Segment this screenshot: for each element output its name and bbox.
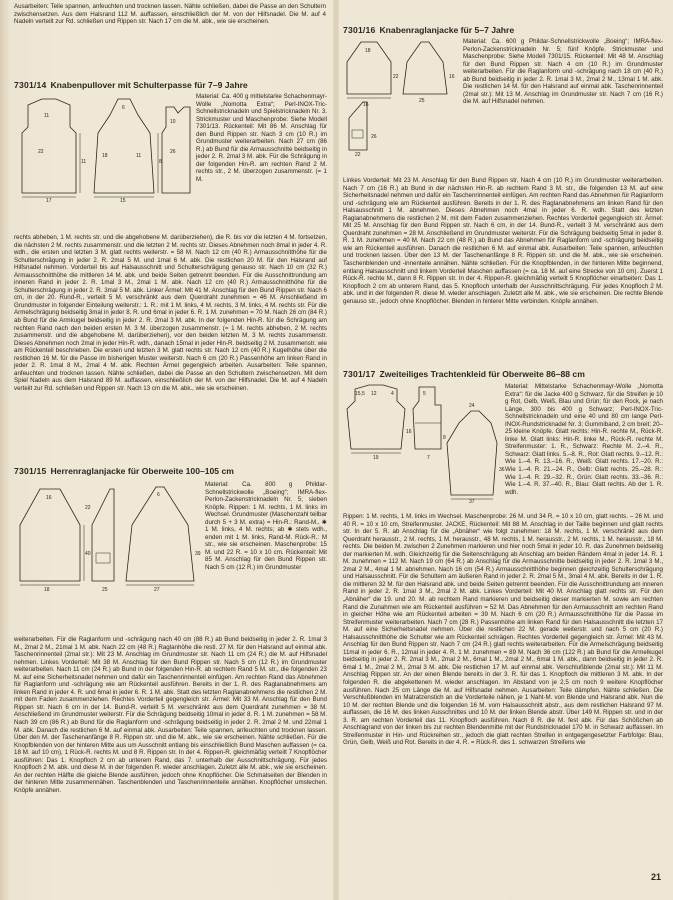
front-piece-outline <box>92 489 114 581</box>
sleeve-outline <box>447 411 497 499</box>
sketch-label: 10 <box>170 119 176 125</box>
sketch-label: 6 <box>157 492 160 498</box>
sketch-label: 26 <box>170 149 176 155</box>
sketch-label: 18 <box>102 153 108 159</box>
pattern-diagram-7301-17 <box>343 383 505 505</box>
sketch-label: 8 <box>443 435 446 441</box>
sketch-label: 8 <box>159 159 162 165</box>
sketch-label: 5 <box>423 391 426 397</box>
page-number: 21 <box>650 872 661 882</box>
sketch-label: 27 <box>154 587 160 593</box>
sketch-label: 15,5 <box>355 391 365 397</box>
back-piece-outline <box>22 99 80 197</box>
section-7301-16-material: Material: Ca. 600 g Phildar-Schnellstrickwolle „Boeing“; IMRA-flex-Perlon-Zackenstricknadeln Nr. 5; fünf Knöpfe. Strickmuster und Maschenprobe: Siehe Modell 7301/15. Rückenteil: Mit 48 M. Anschlag für den Bund Rippen str. Nach 4 cm (10 R.) im Grundmuster weiterarbeiten. Für die Raglanform und -schrägung nach 18 cm (40 R.) ab Bund beidseitig in jeder 2. R. 1mal 3 M., 2mal 2 M., 13mal 1 M. abk. Die restlichen 14 M. für den Halsrand auf einmal abk. Taschenrinnenteil (2mal str.): Mit 13 M. Anschlag im Grundmuster str. Nach 7 cm (16 R.) die M. auf Hilfsnadel nehmen. <box>463 38 663 106</box>
sketch-label: 7 <box>427 455 430 461</box>
section-7301-15-material: Material: Ca. 800 g Phildar-Schnellstrickwolle „Boeing“; IMRA-flex-Perlon-Zackenstricknadeln Nr. 5; sieben Knöpfe. Rippen: 1 M. rechts, 1 M. links im Wechsel. Grundmuster (Maschenzahl teilbar durch 5 + 3 M. extra) = Hin-R.: Rand-M., ✱ 1 M. links, 4 M. rechts; ab ✱ stets wdh., enden mit 1 M. links, Rand-M. Rück-R.: M str., wie sie erscheinen. Maschenprobe: 15 M. und 22 R. = 10 x 10 cm. Rückenteil: Mit 85 M. Anschlag für den Bund Rippen str. Nach 5 cm (12 R.) im Grundmuster <box>205 481 327 572</box>
sketch-label: 18 <box>44 587 50 593</box>
sketch-label: 18 <box>365 48 371 54</box>
sketch-label: 25 <box>419 98 425 104</box>
section-title: Zweiteiliges Trachtenkleid für Oberweite 86–88 cm <box>379 369 585 379</box>
back-piece-outline <box>20 489 84 585</box>
front-piece-outline <box>413 387 441 449</box>
sleeve-outline <box>403 42 447 94</box>
sketch-label: 16 <box>363 102 369 108</box>
page-gutter <box>333 0 339 900</box>
section-7301-17-instructions: Rippen: 1 M. rechts, 1 M. links im Wechsel. Maschenprobe: 26 M. und 34 R. = 10 x 10 cm, glatt rechts. – 26 M. und 40 R. = 10 x 10 cm, Streifenmuster. JACKE, Rückenteil: Mit 88 M. Anschlag in der Taille beginnen und glatt rechts str. In der 5. R. ab Anschlag für die „Abnäher“ wie folgt zunehmen: 18 M. rechts, 1 M. verschränkt aus dem Querdraht herausstr., 2 M. rechts, 1 M. herausstr., 48 M. rechts, 1 M. herausstr., 2 M. rechts, 1 M. herausstr., 18 M. rechts. Die beiden M. zwischen 2 Zunehmen markieren und hier noch 5mal in jeder 10. R. das Zunehmen beidseitig der markierten M. wdh. Gleichzeitig für die Seitenschrägung ab Anschlag am beiden Rändern 4mal in jeder 14. R. 1 M. zunehmen = 112 M. Nach 19 cm (64 R.) ab Anschlag für die Armausschnitte beidseitig in jeder 2. R. 1mal 3 M., 2mal 2 M., 4mal 1 M. abnehmen. Nach 16 cm (54 R.) Armausschnitthöhe beginnen gleichzeitig Schulterschrägung und Halsausschnitt. Für die Schultern am äußeren Rand in jeder 2. R. 2mal 5 M., 3mal 4 M. abk. Bereits in der 1. R. die mittleren 32 M. für den Halsrand abk. und beide Seiten getrennt beenden. Für die Ausschnittrundung am inneren Rand in jeder 2. R. 1mal 3 M., 2mal 2 M. abk. Linkes Vorderteil: Mit 40 M. Anschlag glatt rechts str. Für den „Abnäher“ die 19. und 20. M. ab rechtem Rand markieren und beidseitig dieser markierten M. sowie am rechten Rand die Zunahmen wie am Rückenteil ausführen = 52 M. Das Abnehmen für den Armausschnitt am rechten Rand in gleicher Höhe wie am Rückenteil arbeiten = 39 M. Nach 6 cm (20 R.) Armausschnitthöhe für die Passe im Streifenmuster weiterarbeiten. Nach 7 cm (28 R.) Passenhöhe am linken Rand für den Halsausschnitt die letzten 17 M. auf eine Sicherheitsnadel nehmen. Über die restlichen 22 M. gerade weiterstr. und nach 5 cm (20 R.) Halsausschnitthöhe die Schulter wie am Rückenteil schrägen. Rechtes Vorderteil gegengleich str. Ärmel: Mit 43 M. Anschlag für den Bund Rippen str. Nach 7 cm (24 R.) glatt rechts weiterarbeiten. Für die Armelschrägung beidseitig 11mal in jeder 6. R., 12mal in jeder 4. R. 1 M. zunehmen = 89 M. Nach 36 cm (122 R.) ab Bund für die Armelkugel beidseitig in jeder 2. R. 2mal 3 M., 2mal 2 M., 6mal 1 M., 2mal 2 M., 6mal 1 M. abk., dann beidseitig in jeder 2. R. 6mal 1 M., 2mal 2 M., 2mal 3 M. abk. Die restlichen 17 M. auf einmal abk. Verschlußblende (2mal str.): Mit 11 M. Anschlag Rippen str. An der einen Blende bereits in der 3. R. für das 1. Knopfloch die mittleren 3 M. abk. In der folgenden R. die abgekettenen M. wieder anschlagen. Im Abstand von je 2,5 cm noch 9 weitere Knopflöcher ausführen. Nach 25 cm Länge die M. auf Hilfsnadel nehmen. Ausarbeiten: Teile dämpfen. Nähte schließen. Die Verschlußblenden im Matratzenstich an die Vorderteile nähen, je 1 Naht-M. von Blende und Halsrand abk. Nun die 10 M. der rechten Blende und die folgenden 16 M. vom Halsausschnitt abstr., aus dem restlichen Halsrand 97 M. auffassen, die 16 M. des linken Ausschnittes und 10 M. der linken Blende abstr. Über 149 M. Rippen str. und in der 3. R. am rechten Vorderteil das 11. Knopfloch ausführen. Nach 8 R. die M. fest abk. Für das Schößchen ab Anschlagrand von der linken bis zur rechten Blendenmitte mit der Rundstricknadel 170 M. in Schwarz auffassen. Im Streifenmuster in Hin- und Rückreihen str., jedoch die glatt rechten Streifen in entgegengesetzter Farbfolge: Blau, Grün, Gelb, Weiß und Rot. Bereits in der 4. R. = Rück-R. des 1. schwarzen Streifens wie <box>343 513 663 747</box>
front-piece-outline <box>162 107 190 193</box>
sketch-label: 16 <box>406 429 412 435</box>
sketch-label: 22 <box>393 74 399 80</box>
sketch-label: 17 <box>46 198 52 204</box>
sketch-label: 26 <box>371 134 377 140</box>
sketch-label: 11 <box>136 153 142 159</box>
section-title: Knabenpullover mit Schulterpasse für 7–9 Jahre <box>50 80 248 90</box>
sleeve-outline <box>126 487 194 585</box>
section-number: 7301/14 <box>14 80 47 90</box>
pattern-diagram-7301-16 <box>343 38 459 158</box>
sketch-label: 15 <box>120 198 126 204</box>
sketch-label: 19 <box>373 455 379 461</box>
section-7301-14-material: Material: Ca. 400 g mittelstarke Schachenmayr-Wolle „Nomotta Extra“; Perl-INOX-Tric-Schnellstricknadeln und Spielstricknadeln Nr. 3. Strickmuster und Maschenprobe: Siehe Modell 7301/13. Rückenteil: Mit 86 M. Anschlag für den Bund Rippen str. Nach 3 cm (10 R.) im Grundmuster weiterarbeiten. Nach 27 cm (86 R.) ab Bund für die Armausschnitte beidseitig in jeder 2. R. 2mal 3 M. abk. Für die Schrägung in der folgenden Hin-R. am rechten Rand 2 M. rechts str., 2 M. überzogen zusammenstr. (= 1 M. <box>196 93 327 184</box>
sketch-label: 24 <box>469 403 475 409</box>
sketch-label: 16 <box>46 495 52 501</box>
pattern-diagram-7301-15 <box>14 481 202 593</box>
section-7301-14-heading <box>14 80 329 90</box>
sketch-label: 39 <box>195 551 201 557</box>
section-7301-16-heading <box>343 25 663 35</box>
section-title: Knabenraglanjacke für 5–7 Jahre <box>379 25 515 35</box>
sketch-label: 36 <box>499 467 505 473</box>
intro-paragraph: Ausarbeiten: Teile spannen, anfeuchten und trocknen lassen. Nähte schließen, dabei die Passe an den Schultern zwischensetzen. Aus dem Halsrand 112 M. auffassen, einschließlich der M. von der Hilfsnadel. Die M. auf 4 Nadeln verteilt zur Rd. schließen und Rippen str. Nach 17 cm die M. abk., wie sie erscheinen. <box>14 3 326 26</box>
sketch-label: 12 <box>371 391 377 397</box>
sketch-label: 6 <box>122 105 125 111</box>
sketch-label: 40 <box>85 551 91 557</box>
sketch-label: 4 <box>391 391 394 397</box>
sketch-label: 22 <box>355 152 361 158</box>
section-number: 7301/16 <box>343 25 376 35</box>
section-7301-14-instructions: rechts abheben, 1 M. rechts str. und die abgehobene M. darüberziehen), die R. bis vor die letzten 4 M. fortsetzen, die nächsten 2 M. rechts zusammenstr. und die letzten 2 M. rechts str. Dieses Abnehmen noch 8mal in jeder 4. R. wdh., die ersten und letzten 3 M. glatt rechts weiterstr. = 58 M. Nach 12 cm (40 R.) Armausschnitthöhe für die Schulterschrägung in jeder 2. R. 2mal 5 M. und 1mal 6 M. abk. Die restlichen 20 M. für den Halsrand auf Hilfsnadel nehmen. Vorderteil bis auf Halsausschnitt und Schulterschrägung genauso str. Nach 10 cm (32 R.) Armausschnitthöhe die mittleren 14 M. abk. und beide Seiten getrennt beenden. Für die Ausschnittrundung am inneren Rand in jeder 2. R. 1mal 3 M., 2mal 1 M. abk. Nach 12 cm (40 R.) Armausschnitthöhe für die Schulterschrägung in jeder 2. R. 3mal 5 M. abk. Linker Ärmel: Mit 41 M. Anschlag für den Bund Rippen str. Nach 6 cm, in der 20. Rund-R., verteilt 5 M. verschränkt aus dem Querdraht zunehmen = 46 M. Anschließend im Grundmuster in folgender Einteilung weiterstr.: 1. R.: mit 1 M. links, 4 M. rechts, 3 M. links, 4 M. rechts str. Für die Armelschrägung beidseitig 3mal in jeder 8. R. und 6mal in jeder 6. R. 1 M. zunehmen = 70 M. Nach 26 cm (84 R.) ab Bund für die Armkugel beidseitig in jeder 2. R. 2mal 3 M. abk. In der folgenden Hin-R. für die Schrägung am rechten Rand nach den beiden ersten M. 3 M. überzogen zusammenstr. (= 1 M. rechts abheben, 2 M. rechts zusammenstr. und die abgehobene M. darüberziehen), vor den beiden letzten M. 3 M. rechts zusammenstr. Dieses Abnehmen noch 2mal in jeder Hin-R. wdh., danach 15mal in jeder Hin-R. beidseitig 2 M. zusammenstr. wie am Rückenteil beschrieben. Die ersten und letzten 3 M. glatt rechts str. Nach 12 cm (40 R.) Kugelhöhe über die restlichen 16 M. für die Passe im bisherigen Muster weiterstr. Nach 6 cm (20 R.) Passenhöhe am linken Rand in jeder 2. R. 1mal 8 M., 2mal 4 M. abk. Rechten Ärmel gegengleich arbeiten. Ausarbeiten: Teile spannen, anfeuchten und trocknen lassen. Nähte schließen, dabei die Passe an den Schultern zwischensetzen. Mit dem Spiel Nadeln aus dem Halsrand 89 M. auffassen, einschließlich der M. von der Hilfsnadel. Die M. auf 4 Nadeln verteilt zur Rd. schließen und Rippen str. Nach 13 cm die M. abk., wie sie erscheinen. <box>14 234 327 392</box>
section-number: 7301/17 <box>343 369 376 379</box>
sketch-label: 16 <box>449 74 455 80</box>
sketch-label: 11 <box>44 113 50 119</box>
section-number: 7301/15 <box>14 466 47 476</box>
section-7301-17-heading <box>343 369 663 379</box>
section-7301-15-heading <box>14 466 329 476</box>
section-7301-17-material: Material: Mittelstarke Schachenmayr-Wolle „Nomotta Extra“: für die Jacke 400 g Schwarz, für die Streifen je 10 g Rot, Gelb, Weiß, Blau und Grün; für den Rock, je nach Länge, 300 bis 400 g Schwarz; Perl-INOX-Tric-Schnellstricknadeln und eine 40 und 80 cm lange Perl-INOX-Rundstricknadel Nr. 3; Gummiband, 2 cm breit; 20–25 kleine Knöpfe. Glatt rechts: Hin-R. rechte M., Rück-R. linke M. Glatt links: Hin-R. linke M., Rück-R. rechte M. Streifenmuster: 1. R., Schwarz: Rechte M. 2.–4. R., Schwarz: Glatt links. 5.–8. R., Rot: Glatt rechts. 9.–12. R.: Wie 1.–4. R. 13.–16. R., Weiß: Glatt rechts. 17.–20. R.: Wie 1.–4. R. 21.–24. R., Gelb: Glatt rechts. 25.–28. R.: Wie 1.–4. R. 29.–32. R., Grün: Glatt rechts. 33.–36. R.: Wie 1.–4. R. 37.–40. R., Blau: Glatt rechts. Ab der 1. R. wdh. <box>505 383 663 496</box>
section-title: Herrenraglanjacke für Oberweite 100–105 cm <box>50 466 234 476</box>
pattern-diagram-7301-14 <box>14 93 192 203</box>
front-piece-outline <box>349 102 367 150</box>
section-7301-16-instructions: Linkes Vorderteil: Mit 23 M. Anschlag für den Bund Rippen str. Nach 4 cm (10 R.) im Grundmuster weiterarbeiten. Nach 7 cm (16 R.) ab Bund in der nächsten Hin-R. ab rechtem Rand 3 M. str., die folgenden 13 M. auf eine Sicherheitsnadel nehmen und dafür ein Taschenrinnenteil einfügen. Am rechten Rand das Abnehmen für Raglanform und -schrägung wie am Rückenteil ausführen. Bereits in der 1. R. des Raglanabnehmens am linken Rand für den Halsausschnitt 1 M. abnehmen. Dieses Abnehmen noch 4mal in jeder 6. R. wdh. Statt des letzten Raglanabnehmens die restlichen 2 M. mit dem Faden zusammenziehen. Rechtes Vorderteil gegengleich str. Ärmel: Mit 25 M. Anschlag für den Bund Rippen str. Nach 6 cm, in der 14. Bund-R., verteilt 3 M. verschränkt aus dem Querdraht zunehmen = 28 M. Anschließend im Grundmuster weiterstr. Für die Schrägung beidseitig 5mal in jeder 8. R. 1 M. zunehmen = 40 M. Nach 22 cm (48 R.) ab Bund das Abnehmen für Raglanform und -schrägung beidseitig wie am Rückenteil ausführen. Danach die restlichen 6 M. auf einmal abk. Ausarbeiten: Teile spannen, anfeuchten und trocknen lassen. Über den 13 M. der Taschenanfänge 8 R. Rippen str. und die M. abk., wie sie erscheinen. Taschenblenden und -innenteile annähen. Nähte schließen. Für die Knopfblenden, in der hinteren Mitte beginnend, entlang Halsausschnitt und linkem Vorderteil Maschen auffassen (= ca. 18 M. auf eine Strecke von 10 cm). Zuerst 1 Rück-R. rechte M., dann 8 R. Rippen str. In der 4. Rippen-R. gleichmäßig verteilt 5 Knopflöcher einarbeiten: Das 1. Knopfloch 2 cm ab unterem Rand, das 5. Knopfloch unterhalb der Ausschnittschrägung. Für jedes Knopfloch 2 M. abk. und in der folgenden R. diese M. wieder anschlagen. Zuletzt alle M. abk., wie sie erscheinen. Die rechte Blende genauso str., jedoch ohne Knopflöcher. Blenden in hinterer Mitte verbinden. Knöpfe annähen. <box>343 177 663 305</box>
sketch-label: 22 <box>38 149 44 155</box>
sleeve-outline <box>94 99 158 197</box>
section-7301-15-instructions: weiterarbeiten. Für die Raglanform und -schrägung nach 40 cm (88 R.) ab Bund beidseitig in jeder 2. R. 1mal 3 M., 2mal 2 M., 21mal 1 M. abk. Nach 22 cm (48 R.) Raglanhöhe die restl. 27 M. für den Halsrand auf einmal abk. Taschenrinnenteil (2mal str.): Mit 23 M. Anschlag im Grundmuster str. Nach 11 cm (24 R.) die M. auf Hilfsnadel nehmen. Linkes Vorderteil: Mit 38 M. Anschlag für den Bund Rippen str. Nach 5 cm (12 R.) im Grundmuster weiterarbeiten. Nach 11 cm (24 R.) ab Bund in der folgenden Hin-R. ab rechtem Rand 5 M. str., die folgenden 23 M. auf eine Sicherheitsnadel nehmen und dafür ein Taschenrinnenteil einfügen. Am rechten Rand das Abnehmen für Raglanform und -schrägung wie am Rückenteil ausführen. Bereits in der 1. R. des Raglanabnehmens am linken Rand in jeder 4. R. und 6mal in jeder 6. R. 1 M. abk. Statt des letzten Raglanabnehmens die restlichen 2 M. mit dem Faden zusammenziehen. Rechtes Vorderteil gegengleich str. Ärmel: Mit 33 M. Anschlag für den Bund Rippen str. Nach 6 cm in der 14. Bund-R. verteilt 5 M. verschränkt aus dem Querdraht zunehmen = 38 M. Anschließend im Grundmuster weiterstr. Für die Schrägung beidseitig 10mal in jeder 8. R. 1 M. zunehmen = 58 M. Nach 39 cm (86 R.) ab Bund für die Raglanform und -schrägung beidseitig in jeder 2. R. 2mal 2 M. und 22mal 1 M. abk. Danach die restlichen 6 M. auf einmal abk. Ausarbeiten: Teile spannen, anfeuchten und trocknen lassen. Über den M. der Taschenanfänge 8 R. Rippen str. und die M. abk., wie sie erscheinen. Nähte schließen. Für die Knopfblenden von der hinteren Mitte aus um Ausschnitt entlang bis einschließlich Bund Maschen auffassen (= ca. 18 M. auf 10 cm), 1 Rück-R. rechts M. und 8 R. Rippen str. In der 4. Rippen-R. gleichmäßig verteilt 7 Knopflöcher ausführen: Das 1. Knopfloch 2 cm ab unterem Rand, das 7. unterhalb der Ausschnittschrägung. Für jedes Knopfloch 2 M. abk. und diese M. in der folgenden R. wieder anschlagen. Zuletzt alle M. abk., wie sie erscheinen. An der rechten Hälfte die gleiche Blende ausführen, jedoch ohne Knopflöcher. Die Schmalseiten der Blenden in der hinteren Mitte zusammennähen. Taschenblenden und Taschenrinnenteile annähen. Knopflöcher umstechen. Knöpfe annähen. <box>14 636 327 794</box>
sketch-label: 11 <box>81 159 87 165</box>
sketch-label: 37 <box>469 499 475 505</box>
sketch-label: 25 <box>102 587 108 593</box>
sketch-label: 22 <box>85 505 91 511</box>
